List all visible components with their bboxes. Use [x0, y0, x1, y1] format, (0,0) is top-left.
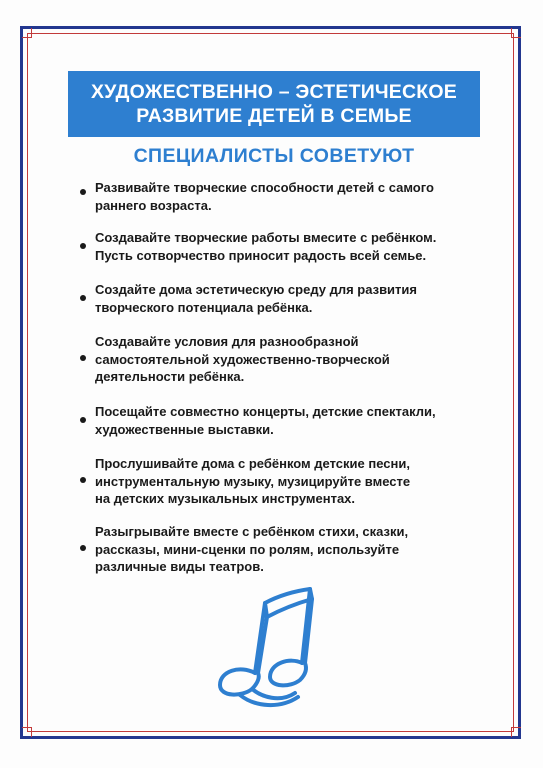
tip-line: Прослушивайте дома с ребёнком детские песни,	[95, 456, 410, 471]
page-title	[68, 80, 480, 128]
bullet-point	[80, 477, 86, 483]
tip-item	[95, 333, 485, 386]
bullet-point	[80, 189, 86, 195]
corner-ornament	[22, 727, 32, 737]
corner-ornament	[22, 28, 32, 38]
tip-line: рассказы, мини-сценки по ролям, используйте	[95, 541, 400, 557]
title-line-2: РАЗВИТИЕ ДЕТЕЙ В СЕМЬЕ	[136, 105, 412, 127]
tip-line: Развивайте творческие способности детей с самого	[95, 180, 434, 195]
tip-item	[95, 179, 485, 214]
tip-line: раннего возраста.	[95, 197, 212, 213]
tip-line: Создавайте творческие работы вмесите с ребёнком.	[95, 230, 437, 245]
tip-item	[95, 281, 485, 316]
tip-line: Пусть сотворчество приносит радость всей семье.	[95, 247, 427, 263]
bullet-point	[80, 295, 86, 301]
tip-line: различные виды театров.	[95, 559, 264, 574]
tip-item	[95, 229, 485, 264]
title-banner	[68, 71, 480, 137]
tip-line: Разыгрывайте вместе с ребёнком стихи, сказки,	[95, 524, 409, 539]
corner-ornament	[511, 28, 521, 38]
tip-line: творческого потенциала ребёнка.	[95, 299, 313, 315]
music-note-icon	[210, 585, 320, 710]
tip-line: художественные выставки.	[95, 421, 274, 437]
subtitle: СПЕЦИАЛИСТЫ СОВЕТУЮТ	[133, 145, 415, 167]
tip-item	[95, 403, 485, 438]
tip-item	[95, 455, 485, 508]
tip-line: деятельности ребёнка.	[95, 369, 245, 384]
tip-line: Создайте дома эстетическую среду для развития	[95, 282, 417, 297]
tip-line: самостоятельной художественно-творческой	[95, 351, 390, 367]
title-line-1: ХУДОЖЕСТВЕННО – ЭСТЕТИЧЕСКОЕ	[91, 81, 457, 103]
bullet-point	[80, 545, 86, 551]
tip-line: Посещайте совместно концерты, детские спектакли,	[95, 404, 436, 419]
tip-line: Создавайте условия для разнообразной	[95, 334, 359, 349]
corner-ornament	[511, 727, 521, 737]
bullet-point	[80, 417, 86, 423]
tip-item	[95, 523, 485, 576]
tip-line: инструментальную музыку, музицируйте вместе	[95, 473, 411, 489]
tip-line: на детских музыкальных инструментах.	[95, 491, 356, 506]
bullet-point	[80, 243, 86, 249]
bullet-point	[80, 355, 86, 361]
